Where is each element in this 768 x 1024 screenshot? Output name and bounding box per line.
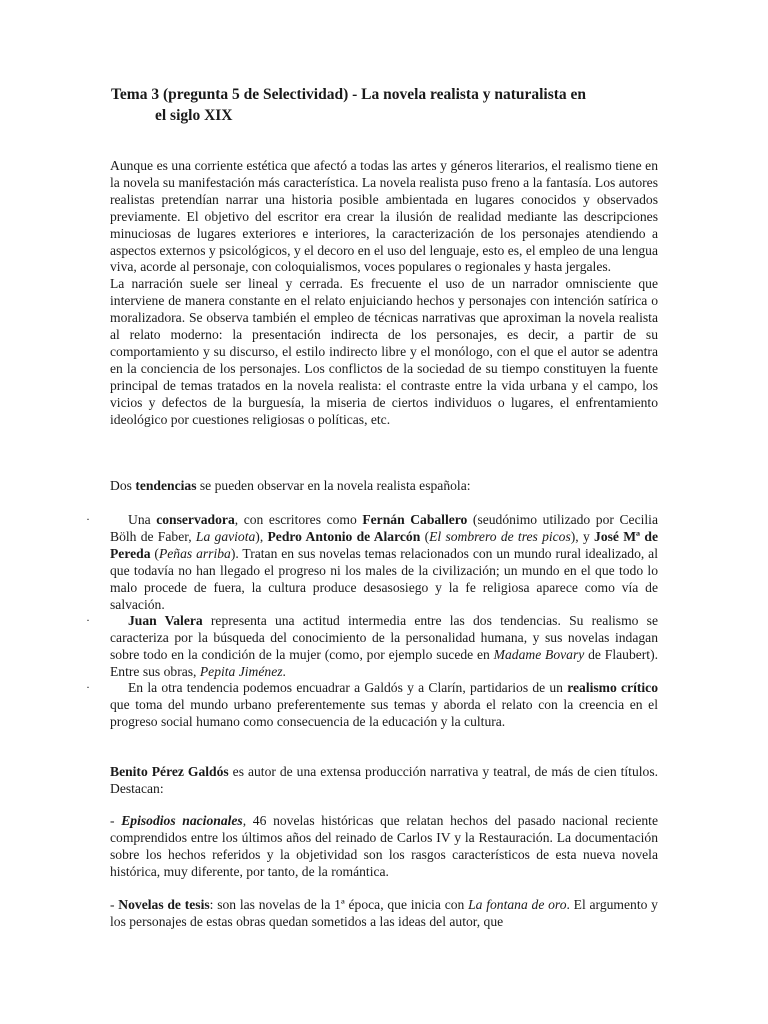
intro-text-1: Aunque es una corriente estética que afectó a todas las artes y géneros literarios, el realismo tiene en la novela su manifestación más característica. La novela realista puso freno a la fantasía. Los autores realistas pretendían narrar una historia posible ambientada en lugares conocidos y observados previamente. El objetivo del escritor era crear la ilusión de realidad mediante las descripciones minuciosas de lugares exteriores e interiores, la caracterización de los personajes atendiendo a aspectos externos y psicológicos, y el decoro en el uso del lenguaje, esto es, el empleo de una lengua viva, acorde al personaje, con coloquialismos, voces populares o regionales y hasta jergales. [110, 158, 658, 275]
bullet-realismo-critico [110, 680, 658, 731]
text-run: representa una actitud intermedia entre las dos tendencias. Su realismo se caracteriza por la búsqueda del conocimiento de la personalidad humana, y sus novelas indagan sobre todo en la condición de la mujer (como, por ejemplo sucede en [110, 613, 658, 662]
text-run: ( [420, 528, 430, 544]
text-run: - [110, 813, 122, 828]
text-run: Una [128, 512, 157, 527]
text-run: . [282, 663, 286, 679]
term-conservadora: conservadora [156, 512, 235, 527]
text-run: En la otra tendencia podemos encuadrar a Galdós y a Clarín, partidarios de un [128, 680, 568, 695]
author-alarcon: Pedro Antonio de Alarcón [267, 528, 421, 544]
bullet-valera [110, 613, 658, 681]
text-run: - [110, 897, 119, 912]
author-juan-valera: Juan Valera [128, 613, 203, 628]
term-tendencias: tendencias [135, 478, 197, 493]
title-line-1: Tema 3 (pregunta 5 de Selectividad) - La novela realista y naturalista en [111, 86, 587, 103]
term-realismo-critico: realismo crítico [567, 680, 658, 695]
tendencias-intro [110, 478, 658, 495]
term-novelas-de-tesis: Novelas de tesis [118, 897, 210, 912]
work-la-gaviota: La gaviota [195, 528, 256, 544]
text-run: ), y [570, 528, 595, 544]
tesis-paragraph [110, 897, 658, 931]
text-run: que toma del mundo urbano preferentemente sus temas y aborda el relato con la creencia en el progreso social humano como consecuencia de la educación y la cultura. [110, 696, 658, 729]
text-run: (seudónimo utilizado por Cecilia Bölh de Faber, [110, 512, 658, 544]
work-sombrero-tres-picos: El sombrero de tres picos [429, 528, 571, 544]
text-run: es autor de una extensa producción narrativa y teatral, de más de cien títulos. Destacan: [110, 764, 659, 796]
bullet-2: · [86, 613, 90, 627]
bullet-3: · [86, 680, 90, 694]
work-madame-bovary: Madame Bovary [493, 646, 585, 662]
bullet-1: · [86, 512, 90, 526]
intro-paragraph [110, 158, 658, 429]
work-pepita-jimenez: Pepita Jiménez [199, 663, 283, 679]
work-episodios-nacionales: Episodios nacionales [121, 813, 243, 828]
author-fernan-caballero: Fernán Caballero [362, 512, 468, 527]
bullet-conservadora [110, 512, 658, 613]
text-run: , con escritores como [234, 512, 363, 527]
text-run: Dos [110, 478, 136, 493]
text-run: : son las novelas de la 1ª época, que inicia con [209, 897, 469, 912]
author-galdos: Benito Pérez Galdós [110, 764, 229, 779]
intro-text-2: La narración suele ser lineal y cerrada. Es frecuente el uso de un narrador omnisciente que interviene de manera constante en el relato enjuiciando hechos y personajes con intención satírica o moralizadora. Se observa también el empleo de técnicas narrativas que aproximan la novela realista al relato moderno: la presentación indirecta de los personajes, es decir, a partir de su comportamiento y su discurso, el estilo indirecto libre y el monólogo, con el que el autor se adentra en la conciencia de los personajes. Los conflictos de la sociedad de su tiempo constituyen la fuente principal de temas tratados en la novela realista: el contraste entre la vida urbana y el campo, los vicios y defectos de la burguesía, la miseria de ciertos individuos o lugares, el enfrentamiento ideológico por cuestiones religiosas o políticas, etc. [110, 276, 658, 427]
author-pereda: José Mª de Pereda [110, 528, 658, 561]
text-run: . El argumento y los personajes de estas obras quedan sometidos a las ideas del autor, que [110, 897, 658, 929]
text-run: ), [255, 528, 268, 544]
text-run: ( [150, 545, 159, 561]
work-penas-arriba: Peñas arriba [158, 545, 231, 561]
document-title [111, 84, 671, 126]
work-la-fontana-de-oro: La fontana de oro [468, 897, 567, 912]
text-run: ). Tratan en sus novelas temas relacionados con un mundo rural idealizado, al que todavía no han llegado el progreso ni los males de la civilización; un mundo en el que todo lo malo procede de fuera, la cultura produce desasosiego y la fe religiosa aparece como vía de salvación. [110, 545, 658, 612]
text-run: de Flaubert). Entre sus obras, [110, 646, 659, 679]
galdos-paragraph [110, 764, 658, 798]
text-run: , 46 novelas históricas que relatan hechos del pasado nacional reciente comprendidos entre los últimos años del reinado de Carlos IV y la Restauración. La documentación sobre los hechos referidos y la objetividad son los rasgos característicos de esta nueva novela histórica, muy diferente, por tanto, de la romántica. [110, 813, 658, 879]
title-line-2: el siglo XIX [155, 107, 233, 124]
text-run: se pueden observar en la novela realista española: [196, 478, 471, 493]
episodios-paragraph [110, 813, 658, 881]
